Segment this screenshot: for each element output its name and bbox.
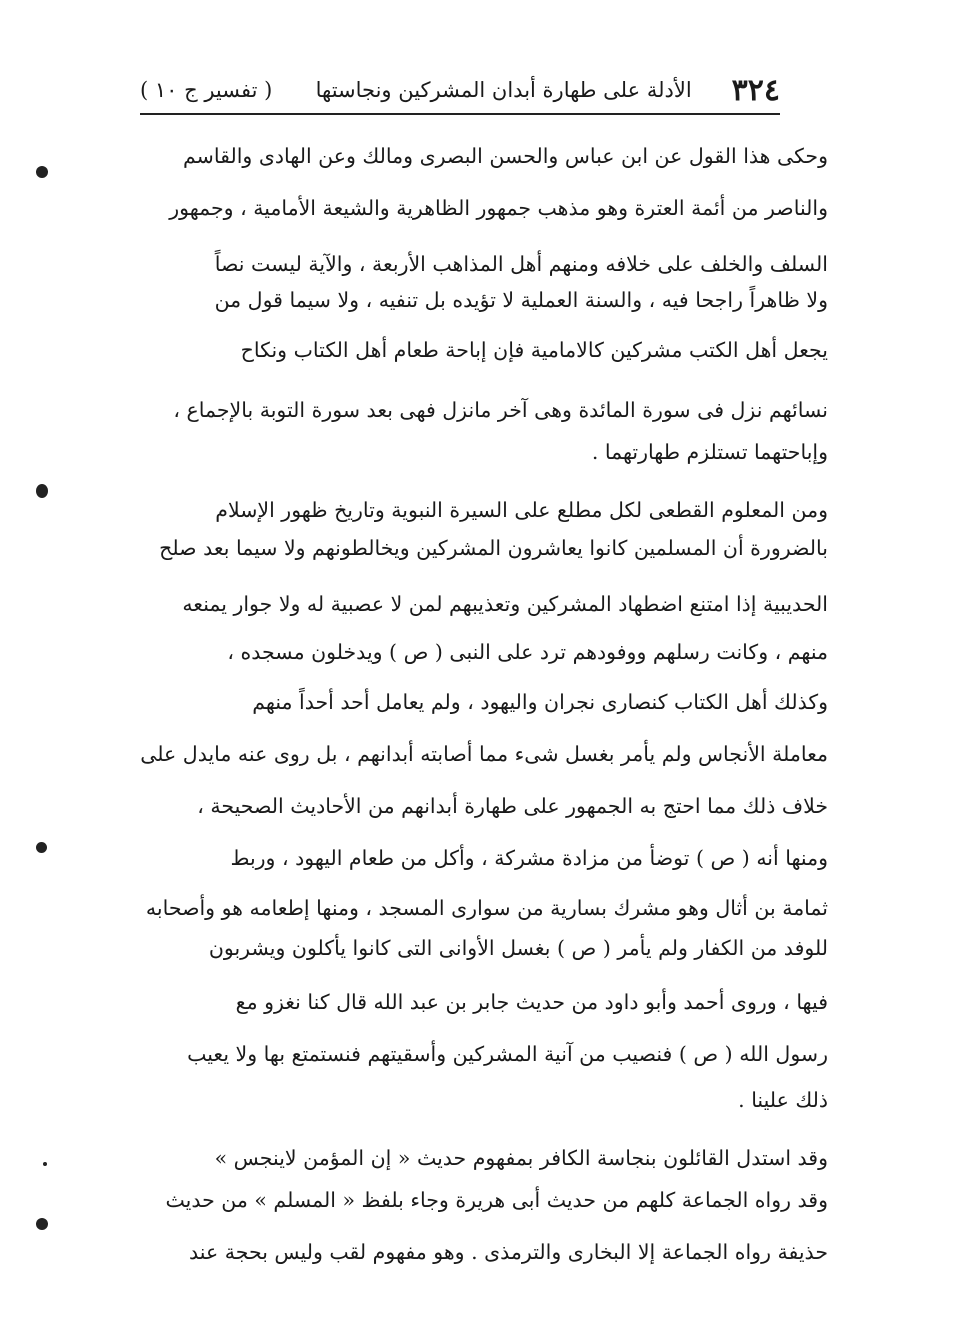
page-number: ٣٢٤	[731, 72, 780, 108]
text-line: ذلك علينا .	[738, 1088, 828, 1112]
text-line: منهم ، وكانت رسلهم ووفودهم ترد على النبى ( ص ) ويدخلون مسجده ،	[227, 640, 828, 664]
text-line: الحديبية إذا امتنع اضطهاد المشركين وتعذيبهم لمن لا عصبية له ولا جوار يمنعه	[182, 592, 828, 616]
margin-speck	[36, 166, 48, 178]
text-line: السلف والخلف على خلافه ومنهم أهل المذاهب الأربعة ، والآية ليست نصاً	[214, 252, 828, 276]
margin-speck	[36, 1218, 48, 1230]
text-line: للوفد من الكفار ولم يأمر ( ص ) بغسل الأوانى التى كانوا يأكلون ويشربون	[208, 936, 828, 960]
text-line: نسائهم نزل فى سورة المائدة وهى آخر مانزل فهى بعد سورة التوبة بالإجماع ،	[173, 398, 828, 422]
text-line: وقد رواه الجماعة كلهم من حديث أبى هريرة وجاء بلفظ « المسلم » من حديث	[165, 1188, 828, 1212]
text-line: والناصر من أئمة العترة وهو مذهب جمهور الظاهرية والشيعة الأمامية ، وجمهور	[169, 196, 828, 220]
text-line: وكذلك أهل الكتاب كنصارى نجران واليهود ، ولم يعامل أحد أحداً منهم	[252, 690, 828, 714]
text-line: ولا ظاهراً راجحا فيه ، والسنة العملية لا تؤيده بل تنفيه ، ولا سيما قول من	[214, 288, 828, 312]
margin-speck	[36, 484, 48, 498]
text-line: يجعل أهل الكتب مشركين كالامامية فإن إباحة طعام أهل الكتاب ونكاح	[240, 338, 828, 362]
text-line: وإباحتهما تستلزم طهارتهما .	[591, 440, 828, 464]
text-line: ومنها أنه ( ص ) توضأ من مزادة مشركة ، وأكل من طعام اليهود ، وربط	[230, 846, 828, 870]
text-line: وقد استدل القائلون بنجاسة الكافر بمفهوم حديث « إن المؤمن لاينجس »	[214, 1146, 828, 1170]
margin-speck	[43, 1162, 47, 1166]
text-line: خلاف ذلك مما احتج به الجمهور على طهارة أبدانهم من الأحاديث الصحيحة ،	[197, 794, 828, 818]
margin-speck	[36, 842, 47, 853]
text-line: فيها ، وروى أحمد وأبو داود من حديث جابر بن عبد الله قال كنا نغزو مع	[235, 990, 828, 1014]
text-line: ثمامة بن أثال وهو مشرك بسارية من سوارى المسجد ، ومنها إطعامه هو وأصحابه	[145, 896, 828, 920]
header-rule	[140, 113, 780, 115]
text-line: رسول الله ( ص ) فنصيب من آنية المشركين وأسقيتهم فنستمتع بها ولا يعيب	[187, 1042, 828, 1066]
text-line: وحكى هذا القول عن ابن عباس والحسن البصرى ومالك وعن الهادى والقاسم	[183, 144, 828, 168]
running-title: الأدلة على طهارة أبدان المشركين ونجاستها	[315, 78, 692, 102]
page-header	[140, 70, 780, 110]
text-line: معاملة الأنجاس ولم يأمر بغسل شىء مما أصابته أبدانهم ، بل روى عنه مايدل على	[140, 742, 828, 766]
volume-reference: ( تفسير ج ١٠ )	[140, 78, 273, 102]
text-line: ومن المعلوم القطعى لكل مطلع على السيرة النبوية وتاريخ ظهور الإسلام	[215, 498, 828, 522]
text-line: بالضرورة أن المسلمين كانوا يعاشرون المشركين ويخالطونهم ولا سيما بعد صلح	[159, 536, 828, 560]
text-line: حذيفة رواه الجماعة إلا البخارى والترمذى . وهو مفهوم لقب وليس بحجة عند	[189, 1240, 828, 1264]
